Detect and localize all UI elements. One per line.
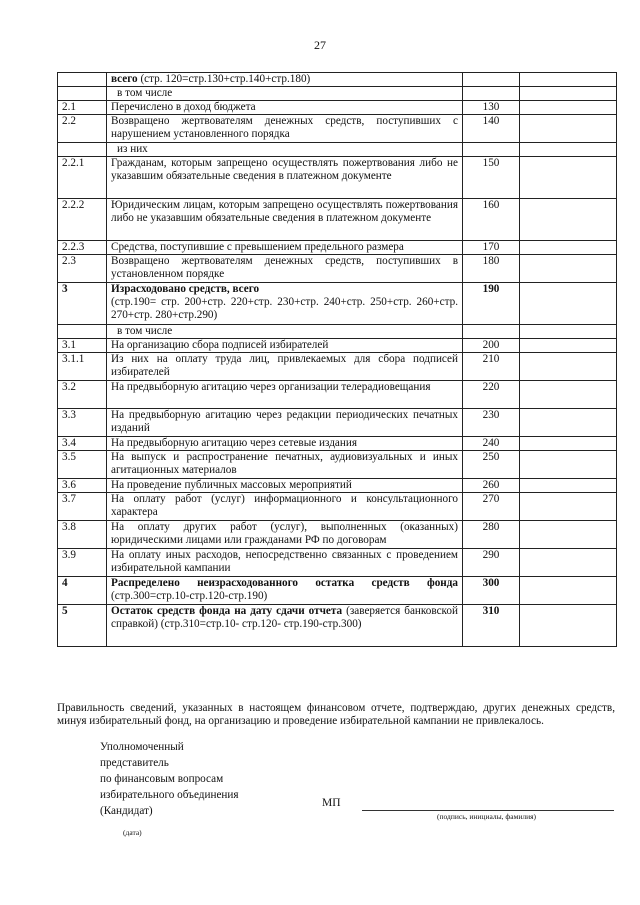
row-description-cell: Юридическим лицам, которым запрещено осуществлять пожертвования либо не указавшим обязательные сведения в платежном документе xyxy=(107,199,463,241)
row-code-cell: 290 xyxy=(463,549,520,577)
row-code-cell: 270 xyxy=(463,493,520,521)
report-row xyxy=(58,381,617,409)
row-code-cell: 170 xyxy=(463,241,520,255)
certification-text: Правильность сведений, указанных в настоящем финансовом отчете, подтверждаю, других денежных средств, минуя избирательный фонд, на организацию и проведение избирательной кампании не привлекалось. xyxy=(57,702,615,727)
signatory-line: (Кандидат) xyxy=(100,805,153,817)
row-amount-cell xyxy=(520,73,617,87)
row-amount-cell xyxy=(520,255,617,283)
row-code-cell xyxy=(463,87,520,101)
row-number-cell: 3.8 xyxy=(58,521,107,549)
row-number-cell: 2.3 xyxy=(58,255,107,283)
row-number-cell: 2.2.2 xyxy=(58,199,107,241)
row-number-cell: 3.1.1 xyxy=(58,353,107,381)
row-amount-cell xyxy=(520,325,617,339)
row-number-cell: 2.1 xyxy=(58,101,107,115)
report-row xyxy=(58,255,617,283)
report-row xyxy=(58,409,617,437)
row-code-cell: 160 xyxy=(463,199,520,241)
row-amount-cell xyxy=(520,577,617,605)
row-number-cell: 4 xyxy=(58,577,107,605)
row-number-cell: 3.5 xyxy=(58,451,107,479)
row-code-cell xyxy=(463,143,520,157)
row-code-cell: 220 xyxy=(463,381,520,409)
report-row xyxy=(58,143,617,157)
row-number-cell: 3.7 xyxy=(58,493,107,521)
signature-caption: (подпись, инициалы, фамилия) xyxy=(437,812,537,821)
report-row xyxy=(58,199,617,241)
row-description-cell: На оплату других работ (услуг), выполненных (оказанных) юридическими лицами или гражданами РФ по договорам xyxy=(107,521,463,549)
row-amount-cell xyxy=(520,549,617,577)
row-amount-cell xyxy=(520,101,617,115)
row-description-cell: Возвращено жертвователям денежных средств, поступивших в установленном порядке xyxy=(107,255,463,283)
row-description-cell: Средства, поступившие с превышением предельного размера xyxy=(107,241,463,255)
row-amount-cell xyxy=(520,157,617,199)
row-number-cell: 3.9 xyxy=(58,549,107,577)
row-code-cell: 190 xyxy=(463,283,520,325)
row-description-cell: в том числе xyxy=(107,325,463,339)
row-number-cell xyxy=(58,73,107,87)
row-code-cell: 300 xyxy=(463,577,520,605)
row-number-cell: 3 xyxy=(58,283,107,325)
signature-line xyxy=(362,810,614,811)
row-code-cell: 230 xyxy=(463,409,520,437)
report-row xyxy=(58,73,617,87)
row-amount-cell xyxy=(520,409,617,437)
row-description-cell: Возвращено жертвователям денежных средств, поступивших с нарушением установленного порядка xyxy=(107,115,463,143)
row-amount-cell xyxy=(520,605,617,647)
row-description-cell: На оплату иных расходов, непосредственно связанных с проведением избирательной кампании xyxy=(107,549,463,577)
report-row xyxy=(58,325,617,339)
row-number-cell xyxy=(58,143,107,157)
row-number-cell: 3.1 xyxy=(58,339,107,353)
report-row xyxy=(58,549,617,577)
row-code-cell: 240 xyxy=(463,437,520,451)
signatory-block xyxy=(100,739,239,819)
row-amount-cell xyxy=(520,339,617,353)
row-amount-cell xyxy=(520,115,617,143)
row-number-cell: 3.2 xyxy=(58,381,107,409)
row-code-cell: 210 xyxy=(463,353,520,381)
report-row xyxy=(58,577,617,605)
row-code-cell: 150 xyxy=(463,157,520,199)
report-row xyxy=(58,451,617,479)
row-code-cell: 310 xyxy=(463,605,520,647)
row-description-cell: Израсходовано средств, всего (стр.190= стр. 200+стр. 220+стр. 230+стр. 240+стр. 250+стр. 260+стр. 270+стр. 280+стр.290) xyxy=(107,283,463,325)
row-description-cell: Из них на оплату труда лиц, привлекаемых для сбора подписей избирателей xyxy=(107,353,463,381)
row-description-cell: На проведение публичных массовых мероприятий xyxy=(107,479,463,493)
row-description-cell: На оплату работ (услуг) информационного и консультационного характера xyxy=(107,493,463,521)
report-row xyxy=(58,157,617,199)
row-number-cell: 2.2.3 xyxy=(58,241,107,255)
row-amount-cell xyxy=(520,353,617,381)
row-description-cell: Остаток средств фонда на дату сдачи отчета (заверяется банковской справкой) (стр.310=стр.10- стр.120- стр.190-стр.300) xyxy=(107,605,463,647)
row-description-cell: из них xyxy=(107,143,463,157)
row-amount-cell xyxy=(520,437,617,451)
row-number-cell: 5 xyxy=(58,605,107,647)
row-code-cell: 250 xyxy=(463,451,520,479)
row-amount-cell xyxy=(520,521,617,549)
row-amount-cell xyxy=(520,199,617,241)
row-description-cell: Распределено неизрасходованного остатка средств фонда (стр.300=стр.10-стр.120-стр.190) xyxy=(107,577,463,605)
row-amount-cell xyxy=(520,493,617,521)
financial-report-table xyxy=(57,72,617,647)
row-code-cell: 140 xyxy=(463,115,520,143)
report-row xyxy=(58,479,617,493)
row-code-cell: 260 xyxy=(463,479,520,493)
row-description-cell: Гражданам, которым запрещено осуществлять пожертвования либо не указавшим обязательные сведения в платежном документе xyxy=(107,157,463,199)
seal-placeholder: МП xyxy=(322,797,341,809)
report-row xyxy=(58,283,617,325)
row-number-cell: 3.4 xyxy=(58,437,107,451)
row-number-cell: 2.2.1 xyxy=(58,157,107,199)
report-row xyxy=(58,521,617,549)
row-amount-cell xyxy=(520,381,617,409)
row-code-cell: 280 xyxy=(463,521,520,549)
row-code-cell xyxy=(463,325,520,339)
row-amount-cell xyxy=(520,283,617,325)
row-number-cell: 3.3 xyxy=(58,409,107,437)
report-row xyxy=(58,605,617,647)
signatory-line: избирательного объединения xyxy=(100,789,239,801)
row-amount-cell xyxy=(520,451,617,479)
date-caption: (дата) xyxy=(123,828,142,837)
row-description-cell: Перечислено в доход бюджета xyxy=(107,101,463,115)
row-code-cell xyxy=(463,73,520,87)
report-row xyxy=(58,115,617,143)
signatory-line: представитель xyxy=(100,757,169,769)
report-row xyxy=(58,437,617,451)
row-description-cell: На выпуск и распространение печатных, аудиовизуальных и иных агитационных материалов xyxy=(107,451,463,479)
report-row xyxy=(58,241,617,255)
row-description-cell: На предвыборную агитацию через редакции периодических печатных изданий xyxy=(107,409,463,437)
row-code-cell: 180 xyxy=(463,255,520,283)
page-number: 27 xyxy=(314,38,326,52)
report-row xyxy=(58,339,617,353)
signatory-line: Уполномоченный xyxy=(100,741,184,753)
row-number-cell xyxy=(58,325,107,339)
report-row xyxy=(58,353,617,381)
row-number-cell xyxy=(58,87,107,101)
signatory-line: по финансовым вопросам xyxy=(100,773,224,785)
row-description-cell: всего (стр. 120=стр.130+стр.140+стр.180) xyxy=(107,73,463,87)
report-row xyxy=(58,101,617,115)
row-description-cell: в том числе xyxy=(107,87,463,101)
row-amount-cell xyxy=(520,87,617,101)
row-amount-cell xyxy=(520,241,617,255)
report-row xyxy=(58,87,617,101)
row-description-cell: На предвыборную агитацию через организации телерадиовещания xyxy=(107,381,463,409)
row-amount-cell xyxy=(520,143,617,157)
row-number-cell: 3.6 xyxy=(58,479,107,493)
row-code-cell: 130 xyxy=(463,101,520,115)
row-code-cell: 200 xyxy=(463,339,520,353)
row-amount-cell xyxy=(520,479,617,493)
row-description-cell: На организацию сбора подписей избирателей xyxy=(107,339,463,353)
row-number-cell: 2.2 xyxy=(58,115,107,143)
report-row xyxy=(58,493,617,521)
row-description-cell: На предвыборную агитацию через сетевые издания xyxy=(107,437,463,451)
